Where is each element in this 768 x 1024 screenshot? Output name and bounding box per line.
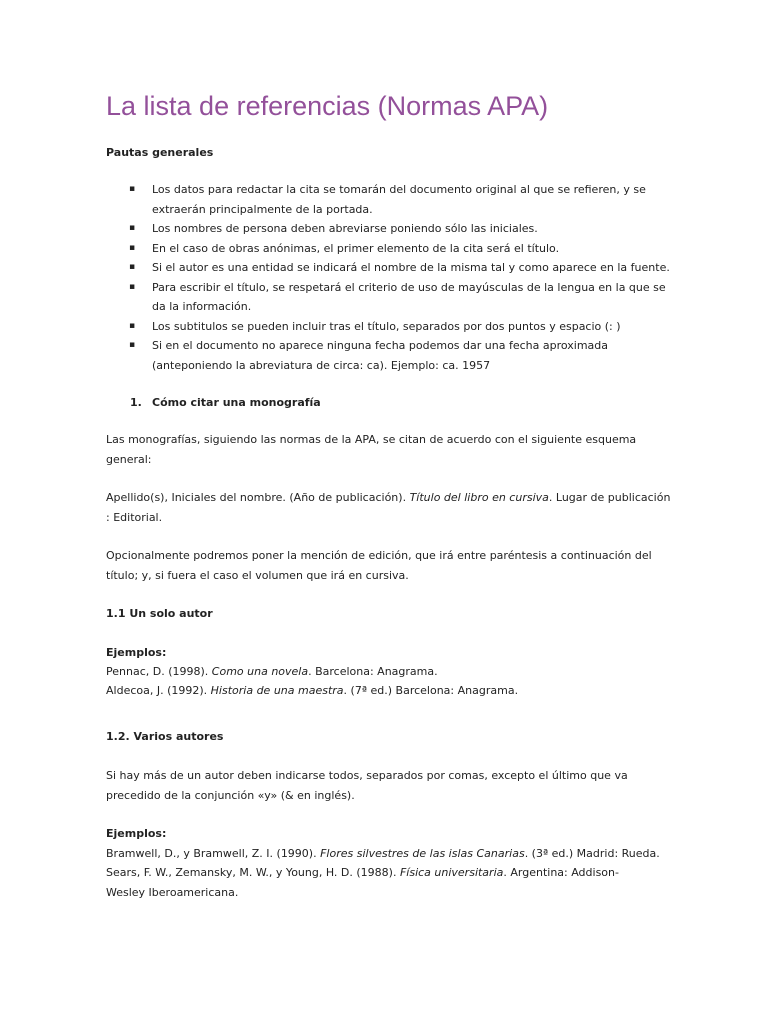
bullet-line: En el caso de obras anónimas, el primer elemento de la cita será el título. — [152, 241, 560, 255]
optional-edition-note: Opcionalmente podremos poner la mención de edición, que irá entre paréntesis a continuación del título; y, si fuera el caso el volumen que irá en cursiva. — [106, 549, 652, 582]
bullet-item — [0, 317, 670, 337]
bullet-item — [0, 278, 670, 317]
page-title: La lista de referencias (Normas APA) — [106, 91, 549, 121]
section-1-heading: Cómo citar una monografía — [152, 396, 321, 409]
bullet-item — [0, 336, 670, 375]
bullet-item — [0, 219, 670, 239]
subsection-1-2-heading: 1.2. Varios autores — [106, 730, 224, 743]
bullet-line: Para escribir el título, se respetará el criterio de uso de mayúsculas de la lengua en la que se — [152, 280, 666, 294]
bullet-line: Los nombres de persona deben abreviarse poniendo sólo las iniciales. — [152, 222, 538, 235]
bullet-marker: ▪ — [129, 320, 136, 331]
pautas-bullet-list — [0, 180, 670, 375]
bullet-item — [0, 239, 670, 259]
pautas-heading: Pautas generales — [106, 146, 214, 159]
section-1-number: 1. — [130, 396, 142, 409]
citation-scheme: Apellido(s), Iniciales del nombre. (Año de publicación). Título del libro en cursiva. Lugar de publicación : Editorial. — [106, 491, 671, 524]
bullet-marker: ▪ — [129, 262, 136, 272]
bullet-line: Los datos para redactar la cita se tomarán del documento original al que se refieren, y se — [152, 183, 646, 196]
multiple-authors-text: Si hay más de un autor deben indicarse todos, separados por comas, excepto el último que va precedido de la conjunción «y» (& en inglés). — [106, 769, 628, 802]
bullet-line: extraerán principalmente de la portada. — [152, 202, 373, 216]
bullet-line: Los subtitulos se pueden incluir tras el título, separados por dos puntos y espacio (: ) — [152, 319, 621, 333]
bullet-marker: ▪ — [129, 340, 136, 350]
bullet-line: da la información. — [152, 300, 252, 313]
example-item: Bramwell, D., y Bramwell, Z. I. (1990). Flores silvestres de las islas Canarias. (3ª ed.) Madrid: Rueda. — [106, 847, 660, 860]
examples-label-1: Ejemplos: — [106, 646, 167, 659]
bullet-marker: ▪ — [129, 184, 136, 194]
bullet-line: Si el autor es una entidad se indicará el nombre de la misma tal y como aparece en la fuente. — [152, 261, 670, 274]
example-item: Pennac, D. (1998). Como una novela. Barcelona: Anagrama. — [106, 665, 438, 678]
bullet-marker: ▪ — [129, 223, 136, 233]
examples-label-2: Ejemplos: — [106, 827, 167, 840]
example-item: Aldecoa, J. (1992). Historia de una maestra. (7ª ed.) Barcelona: Anagrama. — [106, 684, 519, 697]
bullet-item — [0, 180, 670, 219]
bullet-line: Si en el documento no aparece ninguna fecha podemos dar una fecha aproximada — [152, 339, 608, 352]
bullet-marker: ▪ — [129, 242, 136, 253]
bullet-marker: ▪ — [129, 281, 136, 292]
bullet-item — [0, 258, 670, 278]
subsection-1-1-heading: 1.1 Un solo autor — [106, 607, 213, 620]
bullet-line: (anteponiendo la abreviatura de circa: ca). Ejemplo: ca. 1957 — [152, 358, 491, 372]
example-item: Sears, F. W., Zemansky, M. W., y Young, H. D. (1988). Física universitaria. Argentina: Addison- Wesley Iberoamericana. — [106, 866, 619, 899]
section-1-intro: Las monografías, siguiendo las normas de la APA, se citan de acuerdo con el siguiente esquema general: — [106, 433, 637, 466]
